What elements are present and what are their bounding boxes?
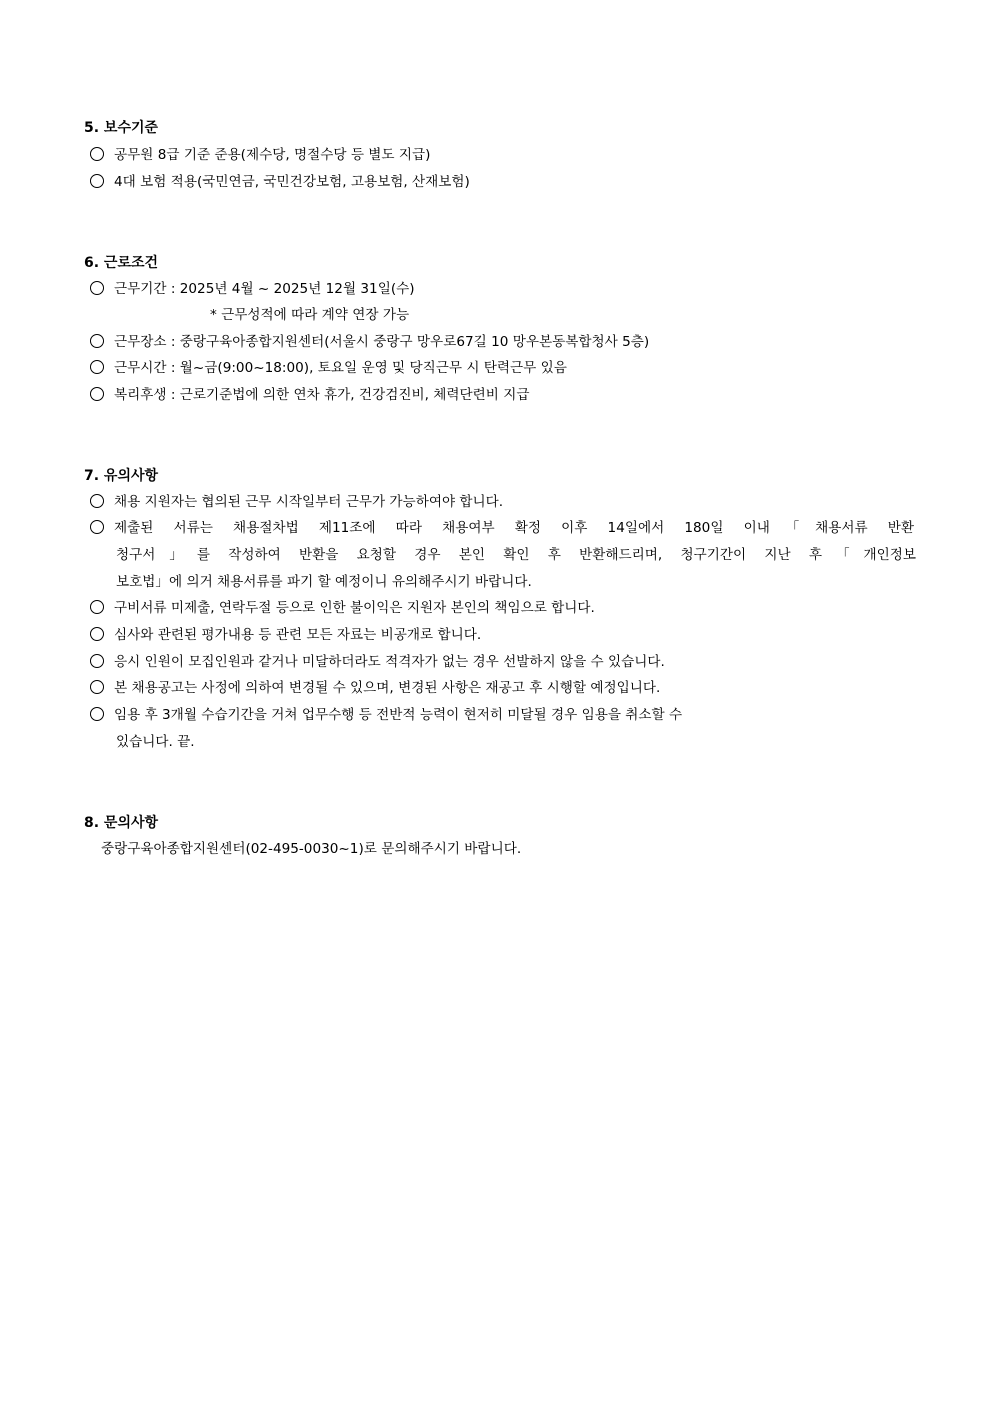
section-6-heading: 6. 근로조건 <box>84 255 159 271</box>
section-7-item-7-text-line-1: 임용 후 3개월 수습기간을 거쳐 업무수행 등 전반적 능력이 현저히 미달될 경우 임용을 취소할 수 <box>114 707 683 723</box>
section-7-item-1-text: 채용 지원자는 협의된 근무 시작일부터 근무가 가능하여야 합니다. <box>114 494 504 510</box>
circle-bullet-icon <box>90 360 104 374</box>
circle-bullet-icon <box>90 627 104 641</box>
circle-bullet-icon <box>90 680 104 694</box>
section-7-item-6 <box>90 679 660 697</box>
section-5-item-1-text: 공무원 8급 기준 준용(제수당, 명절수당 등 별도 지급) <box>114 147 431 163</box>
section-7-item-2-line-2 <box>116 546 916 564</box>
circle-bullet-icon <box>90 707 104 721</box>
circle-bullet-icon <box>90 520 104 534</box>
section-7-item-2 <box>90 519 914 537</box>
circle-bullet-icon <box>90 281 104 295</box>
section-5-item-2-text: 4대 보험 적용(국민연금, 국민건강보험, 고용보험, 산재보험) <box>114 174 470 190</box>
section-7-item-2-text-line-2: 청구서」를 작성하여 반환을 요청할 경우 본인 확인 후 반환해드리며, 청구기간이 지난 후「개인정보 <box>116 547 916 563</box>
section-7-item-4-text: 심사와 관련된 평가내용 등 관련 모든 자료는 비공개로 합니다. <box>114 627 482 643</box>
section-6-item-1-text: 근무기간 : 2025년 4월 ~ 2025년 12월 31일(수) <box>114 281 415 297</box>
section-7-item-3 <box>90 599 595 617</box>
section-8-heading: 8. 문의사항 <box>84 815 159 831</box>
section-6-item-3 <box>90 359 567 377</box>
section-6-item-4 <box>90 386 529 404</box>
circle-bullet-icon <box>90 387 104 401</box>
section-8-contact-text: 중랑구육아종합지원센터(02-495-0030~1)로 문의해주시기 바랍니다. <box>101 841 522 857</box>
section-6-item-1 <box>90 280 415 298</box>
section-6-item-4-text: 복리후생 : 근로기준법에 의한 연차 휴가, 건강검진비, 체력단련비 지급 <box>114 387 530 403</box>
section-6-note: * 근무성적에 따라 계약 연장 가능 <box>210 307 410 323</box>
section-7-item-2-text-line-3: 보호법」에 의거 채용서류를 파기 할 예정이니 유의해주시기 바랍니다. <box>116 574 532 590</box>
section-7-item-3-text: 구비서류 미제출, 연락두절 등으로 인한 불이익은 지원자 본인의 책임으로 합니다. <box>114 600 595 616</box>
section-7-item-5-text: 응시 인원이 모집인원과 같거나 미달하더라도 적격자가 없는 경우 선발하지 않을 수 있습니다. <box>114 654 665 670</box>
circle-bullet-icon <box>90 600 104 614</box>
section-7-item-7-text-line-2: 있습니다. 끝. <box>116 734 195 750</box>
section-7-item-2-text-line-1: 제출된 서류는 채용절차법 제11조에 따라 채용여부 확정 이후 14일에서 180일 이내「채용서류 반환 <box>114 520 914 536</box>
section-7-item-4 <box>90 626 481 644</box>
section-7-item-7 <box>90 706 682 724</box>
section-7-item-6-text: 본 채용공고는 사정에 의하여 변경될 수 있으며, 변경된 사항은 재공고 후 시행할 예정입니다. <box>114 680 661 696</box>
circle-bullet-icon <box>90 174 104 188</box>
circle-bullet-icon <box>90 494 104 508</box>
circle-bullet-icon <box>90 334 104 348</box>
section-6-item-2-text: 근무장소 : 중랑구육아종합지원센터(서울시 중랑구 망우로67길 10 망우본동복합청사 5층) <box>114 334 650 350</box>
section-5-item-2 <box>90 173 470 191</box>
section-6-item-2 <box>90 333 649 351</box>
section-5-item-1 <box>90 146 430 164</box>
section-5-heading: 5. 보수기준 <box>84 120 159 136</box>
circle-bullet-icon <box>90 654 104 668</box>
section-7-item-1 <box>90 493 503 511</box>
circle-bullet-icon <box>90 147 104 161</box>
section-7-item-5 <box>90 653 665 671</box>
section-6-item-3-text: 근무시간 : 월~금(9:00~18:00), 토요일 운영 및 당직근무 시 탄력근무 있음 <box>114 360 567 376</box>
section-7-heading: 7. 유의사항 <box>84 468 159 484</box>
